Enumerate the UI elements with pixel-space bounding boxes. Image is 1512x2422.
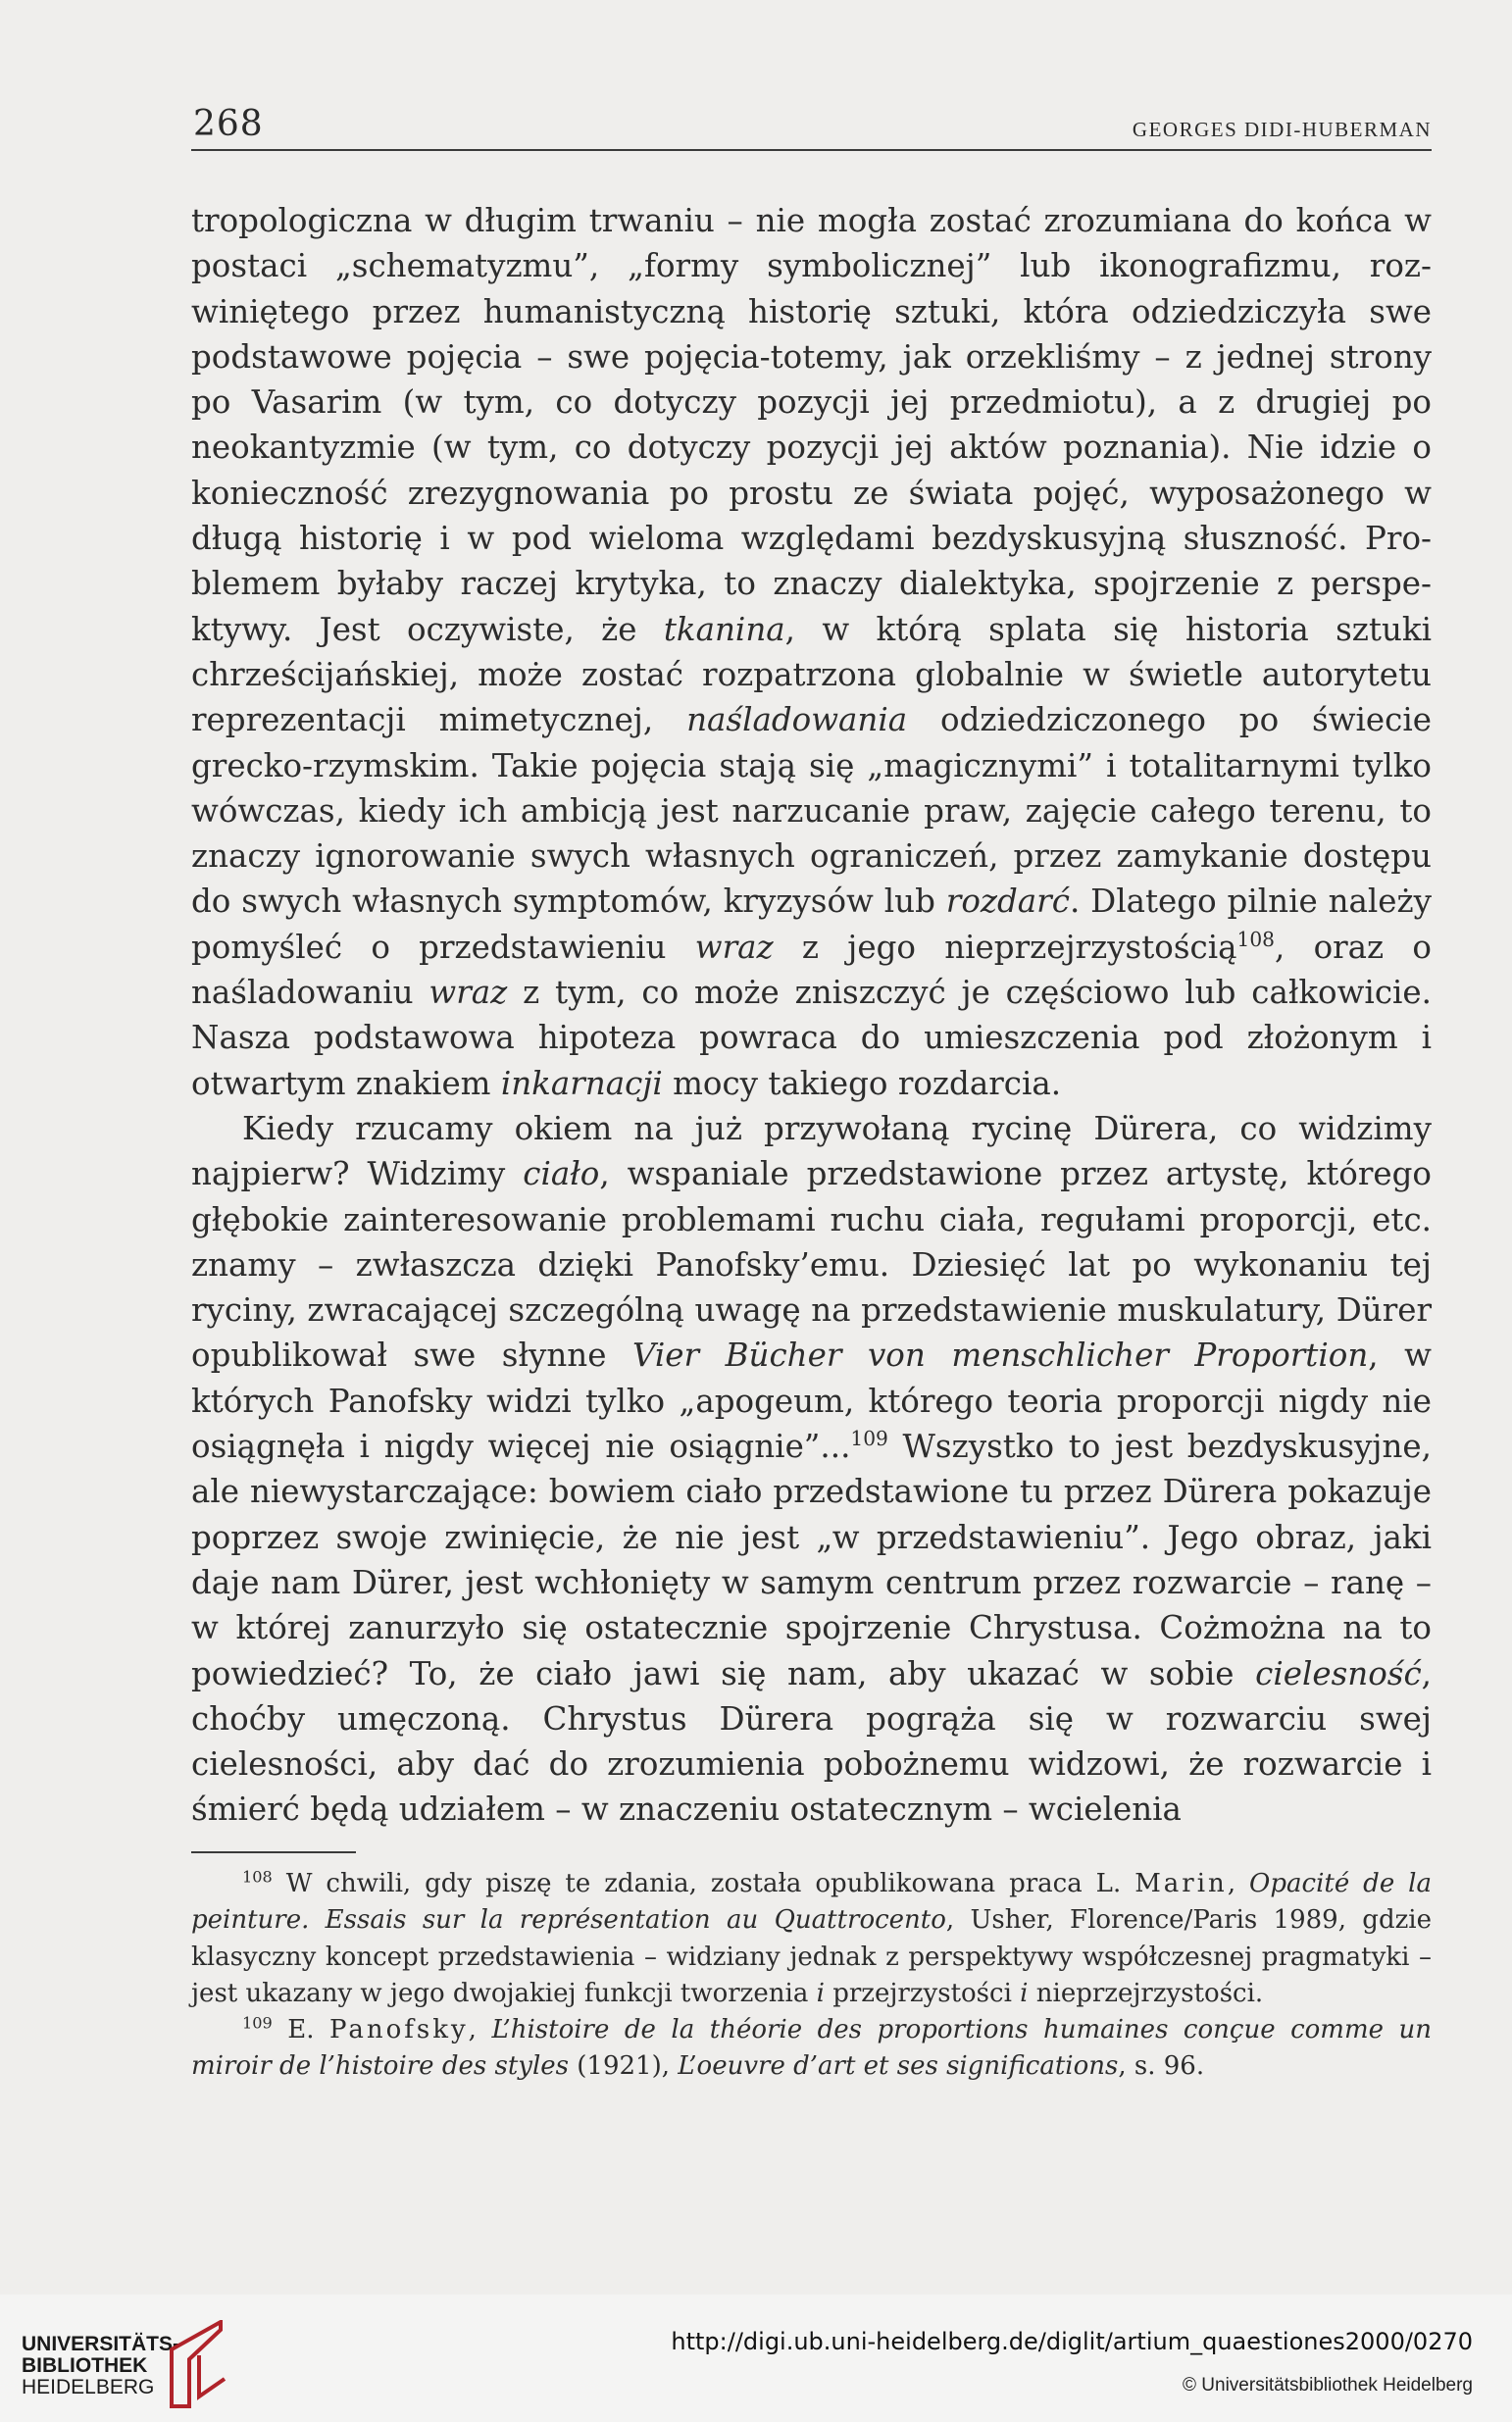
text-run: , Usher, Florence/Paris 1989, gdzie klasyczny koncept przedstawienia – widziany jednak z perspektywy współczesnej pragmatyki – jest ukazany w jego dwojakiej funkcji tworzenia — [191, 1905, 1432, 2008]
library-mark-icon — [164, 2320, 232, 2408]
footnote-ref-109[interactable]: 109 — [850, 1427, 888, 1451]
footnote-ref-108[interactable]: 108 — [1236, 927, 1275, 951]
emphasis: inkarnacji — [500, 1064, 663, 1102]
emphasis: i — [816, 1978, 825, 2008]
emphasis: wraz — [428, 974, 508, 1012]
footnote-109 — [191, 2012, 1432, 2086]
text-run: , w których Panofsky widzi tylko „apogeum, którego teoria proporcji nigdy nie osiągnęła i nigdy więcej nie osiągnie”... — [191, 1337, 1432, 1466]
text-run: , wspaniale przedstawione przez artystę, którego głębokie zainteresowanie problemami ruchu ciała, regułami proporcji, etc. znamy – zwłaszcza dzięki Panofsky’emu. Dziesięć lat po wykonaniu tej ryciny, zwracającej szczególną uwagę na przedstawienie muskulatury, Dürer opublikował swe słynne — [191, 1155, 1432, 1375]
book-title: L’histoire de la théorie des proportions humaines conçue comme un miroir de l’histoire des styles — [191, 2015, 1432, 2082]
text-run: tropologiczna w długim trwaniu – nie mogła zostać zrozumiana do końca w postaci „schematyzmu”, „formy symbolicznej” lub ikonografizmu, rozwiniętego przez humanistyczną historię sztuki, która odziedziczyła swe podstawowe pojęcia – swe pojęcia-totemy, jak orzekliśmy – z jednej strony po Vasarim (w tym, co dotyczy pozycji jej przedmiotu), a z drugiej po neokantyzmie (w tym, co dotyczy pozycji jej aktów poznania). Nie idzie o konieczność zrezygnowania po prostu ze świata pojęć, wyposażonego w długą historię i w pod wieloma względami bezdyskusyjną słuszność. Problemem byłaby raczej krytyka, to znaczy dialektyka, spojrzenie z perspektywy. Jest oczywiste, że — [191, 202, 1432, 648]
text-run: , s. 96. — [1118, 2051, 1205, 2082]
text-run: W chwili, gdy piszę te zdania, została opublikowana praca L. — [272, 1869, 1135, 1898]
digitization-footer — [0, 2295, 1512, 2422]
text-run: , oraz o naśladowaniu — [191, 928, 1432, 1012]
paragraph-2 — [191, 1106, 1432, 1833]
text-run: E. — [272, 2015, 330, 2045]
footnotes — [191, 1866, 1432, 2086]
emphasis: ciało — [523, 1155, 600, 1193]
emphasis: rozdarć — [945, 883, 1070, 921]
footnote-number: 108 — [242, 1867, 273, 1887]
emphasis: wraz — [694, 928, 774, 966]
text-run: z jego nieprzejrzystością — [773, 928, 1237, 966]
emphasis: tkanina — [663, 610, 785, 648]
library-name-line: UNIVERSITÄTS- — [22, 2333, 180, 2355]
book-title: L’oeuvre d’art et ses significations — [678, 2051, 1119, 2082]
text-run: odziedziczonego po świecie grecko-rzymskim. Takie pojęcia stają się „magicznymi” i totalitarnymi tylko wówczas, kiedy ich ambicją jest narzucanie praw, zajęcie całego terenu, to znaczy ignorowanie swych własnych ograniczeń, przez zamykanie dostępu do swych własnych symptomów, kryzysów lub — [191, 701, 1432, 921]
author-name: Panofsky — [329, 2015, 469, 2045]
text-run: Wszystko to jest bezdyskusyjne, ale niewystarczające: bowiem ciało przedstawione tu przez Dürera pokazuje poprzez swoje zwinięcie, że nie jest „w przedstawieniu”. Jego obraz, jaki daje nam Dürer, jest wchłonięty w samym centrum przez rozwarcie – ranę – w której zanurzyło się ostatecznie spojrzenie Chrystusa. Cożmożna na to powiedzieć? To, że ciało jawi się nam, aby ukazać w sobie — [191, 1428, 1432, 1692]
author-name: Marin — [1134, 1869, 1228, 1898]
page-number: 268 — [193, 104, 264, 144]
text-run: (1921), — [569, 2051, 679, 2082]
text-run: z tym, co może zniszczyć je częściowo lub całkowicie. Nasza podstawowa hipoteza powraca do umieszczenia pod złożonym i otwartym znakiem — [191, 974, 1432, 1102]
main-text — [191, 198, 1432, 1833]
text-run: Kiedy rzucamy okiem na już przywołaną rycinę Dürera, co widzimy najpierw? Widzimy — [191, 1109, 1432, 1193]
page-header — [191, 104, 1432, 151]
copyright-notice: © Universitätsbibliothek Heidelberg — [1183, 2375, 1473, 2396]
book-title: Vier Bücher von menschlicher Proportion — [632, 1337, 1369, 1375]
library-name-line: BIBLIOTHEK — [22, 2354, 148, 2377]
text-run: mocy takiego rozdarcia. — [662, 1064, 1062, 1102]
text-run: przejrzystości — [824, 1978, 1021, 2008]
footnote-number: 109 — [242, 2013, 273, 2033]
emphasis: cielesność — [1255, 1654, 1422, 1692]
emphasis: naśladowania — [686, 701, 908, 739]
paragraph-1 — [191, 198, 1432, 1106]
library-name — [22, 2334, 179, 2398]
text-run: , — [468, 2015, 492, 2045]
text-run: . Dlatego pilnie należy pomyśleć o przedstawieniu — [191, 883, 1433, 966]
running-head: GEORGES DIDI-HUBERMAN — [1132, 118, 1432, 141]
text-run: nieprzejrzystości. — [1028, 1978, 1264, 2008]
library-name-line: HEIDELBERG — [22, 2376, 155, 2398]
book-title: Opacité de la peinture. Essais sur la représentation au Quattrocento — [191, 1869, 1432, 1936]
text-run: , — [1227, 1869, 1250, 1898]
text-run: , w którą splata się historia sztuki chrześcijańskiej, może zostać rozpatrzona globalnie w świetle autorytetu reprezentacji mimetycznej, — [191, 610, 1432, 739]
library-logo[interactable] — [22, 2320, 237, 2408]
emphasis: i — [1020, 1978, 1029, 2008]
text-run: , choćby umęczoną. Chrystus Dürera pogrąża się w rozwarciu swej cielesności, aby dać do zrozumienia pobożnemu widzowi, że rozwarcie i śmierć będą udziałem – w znaczeniu ostatecznym – wcielenia — [191, 1654, 1432, 1829]
permalink-url[interactable]: http://digi.ub.uni-heidelberg.de/diglit/artium_quaestiones2000/0270 — [671, 2328, 1473, 2355]
footnote-108 — [191, 1866, 1432, 2012]
footnote-divider — [191, 1851, 356, 1853]
